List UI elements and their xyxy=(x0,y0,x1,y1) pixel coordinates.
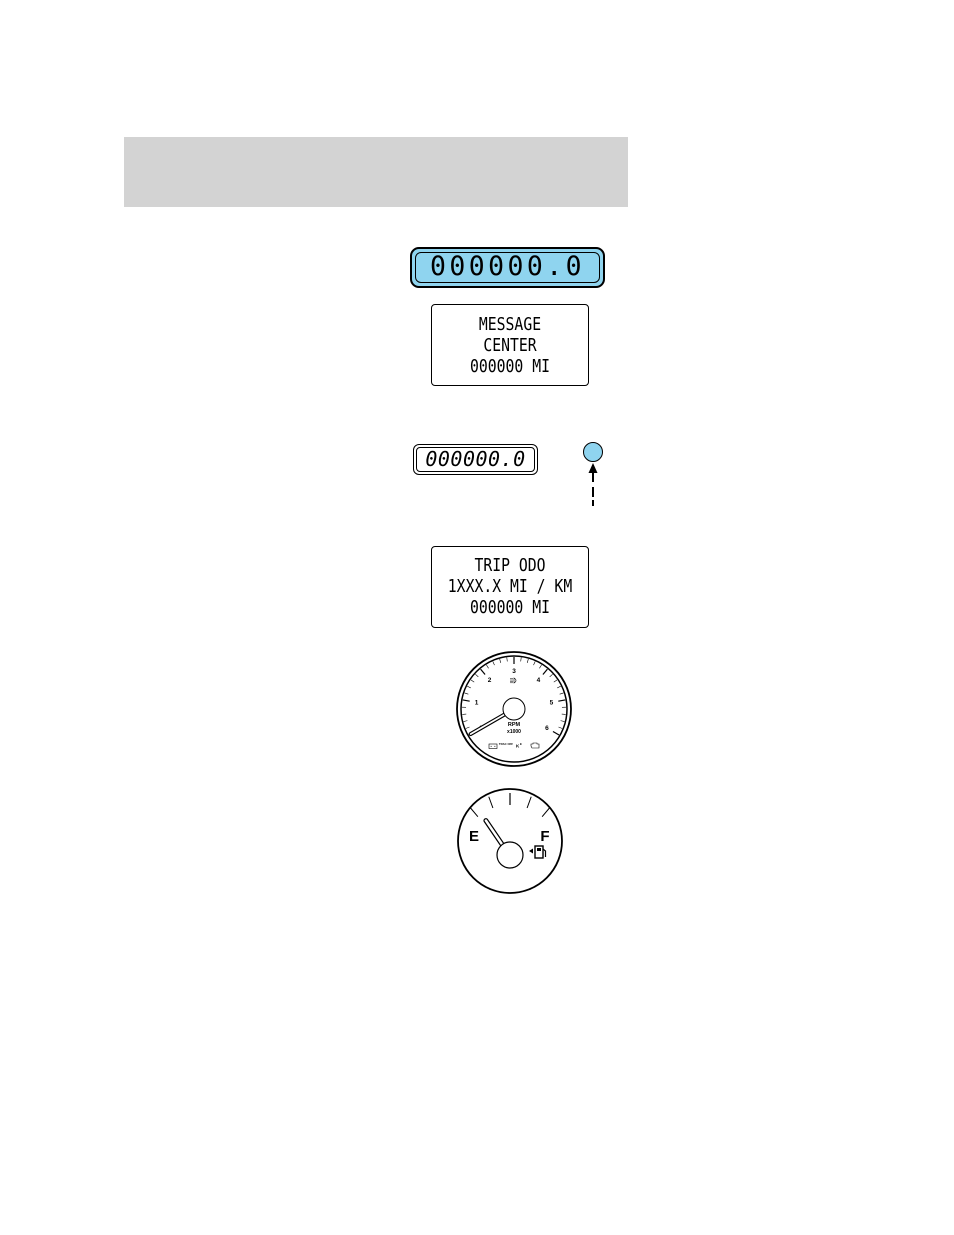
tachometer-scale-label: 4 xyxy=(536,676,541,684)
traction-off-label: TRAC OFF xyxy=(498,742,514,746)
tachometer-scale-label: 2 xyxy=(487,676,492,684)
tachometer-scale-label: 1 xyxy=(474,699,479,707)
trip-odometer-display xyxy=(413,444,538,475)
fuel-full-label: F xyxy=(540,828,550,845)
trip-message-line-1: TRIP ODO xyxy=(474,555,546,576)
tachometer-scale-label: 3 xyxy=(512,668,516,675)
trip-message-line-3: 000000 MI xyxy=(469,597,550,618)
fuel-gauge-hub xyxy=(497,842,523,868)
traction-off-icon xyxy=(499,742,513,746)
message-line-1: MESSAGE xyxy=(478,314,542,335)
odometer-reading: 000000.0 xyxy=(430,251,585,282)
trip-message-line-2: 1XXX.X MI / KM xyxy=(447,576,573,597)
tachometer-gauge xyxy=(454,651,574,771)
rpm-multiplier-label: x1000 xyxy=(507,729,521,735)
fuel-empty-label: E xyxy=(468,828,480,845)
odometer-display xyxy=(410,247,605,288)
tachometer-scale-label: 6 xyxy=(545,725,549,732)
svg-text:K: K xyxy=(516,743,520,749)
tachometer-hub xyxy=(503,698,525,720)
section-header-band xyxy=(124,137,628,207)
rpm-label: RPM xyxy=(507,722,521,728)
message-line-2: CENTER xyxy=(483,335,537,356)
press-arrow-icon xyxy=(580,460,610,510)
trip-message-display xyxy=(431,546,589,628)
trip-odometer-reading: 000000.0 xyxy=(425,447,526,471)
message-center-display xyxy=(431,304,589,386)
reset-stem-button[interactable] xyxy=(583,442,603,462)
tachometer-scale-label: 5 xyxy=(549,699,554,707)
fuel-gauge xyxy=(455,788,575,898)
message-line-3: 000000 MI xyxy=(469,356,550,377)
